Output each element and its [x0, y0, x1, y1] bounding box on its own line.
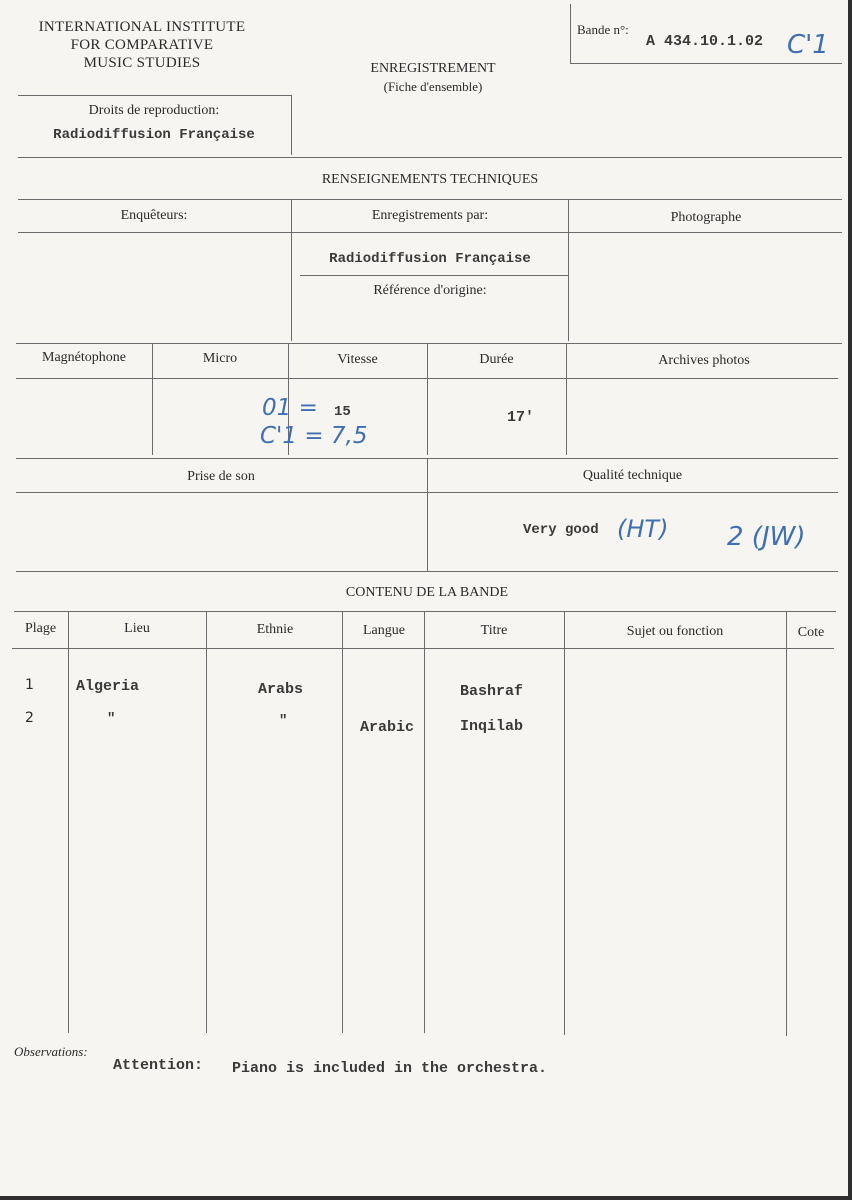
vitesse-value-1: 15: [334, 404, 351, 420]
enregistrements-value: Radiodiffusion Française: [329, 251, 531, 267]
institute-name: [16, 18, 268, 72]
institute-line-1: INTERNATIONAL INSTITUTE: [38, 19, 246, 35]
row-1-ethnie: Arabs: [258, 681, 304, 698]
col-plage: Plage: [25, 621, 57, 636]
qualite-hand-1: (HT): [617, 515, 669, 543]
row-2-ethnie: ": [279, 713, 288, 729]
institute-line-2: FOR COMPARATIVE: [70, 37, 214, 53]
magnetophone-label: Magnétophone: [42, 350, 126, 365]
photographe-label: Photographe: [670, 210, 742, 225]
institute-line-3: MUSIC STUDIES: [83, 55, 201, 71]
enregistrements-label: Enregistrements par:: [371, 208, 489, 223]
enregistrement-subtitle: (Fiche d'ensemble): [383, 79, 483, 94]
bande-handwritten: C'1: [787, 30, 829, 60]
row-1-plage: 1: [25, 677, 34, 693]
row-1-titre: Bashraf: [460, 683, 524, 700]
qualite-label: Qualité technique: [582, 468, 683, 483]
droits-label: Droits de reproduction:: [88, 103, 220, 118]
qualite-value: Very good: [523, 522, 599, 538]
reference-label: Référence d'origine:: [373, 283, 487, 298]
duree-label: Durée: [479, 352, 514, 367]
vitesse-label: Vitesse: [337, 352, 378, 367]
attention-label: Attention:: [113, 1057, 204, 1074]
enqueteurs-label: Enquêteurs:: [120, 208, 188, 223]
col-titre: Titre: [480, 623, 508, 638]
col-lieu: Lieu: [124, 621, 150, 636]
row-2-langue: Arabic: [360, 719, 415, 736]
prise-de-son-label: Prise de son: [187, 469, 255, 484]
duree-value: 17': [507, 409, 535, 426]
archives-label: Archives photos: [658, 353, 750, 368]
vitesse-hand-1: 01 =: [262, 395, 318, 421]
bande-number: A 434.10.1.02: [646, 33, 764, 50]
row-2-lieu: ": [107, 711, 116, 727]
droits-value: Radiodiffusion Française: [53, 127, 255, 143]
observations-label: Observations:: [14, 1044, 88, 1059]
row-2-plage: 2: [25, 710, 34, 726]
qualite-hand-2: 2 (JW): [727, 522, 806, 552]
vitesse-hand-2: C'1 = 7,5: [260, 423, 368, 449]
observations-text: Piano is included in the orchestra.: [232, 1060, 548, 1077]
enregistrement-title: ENREGISTREMENT: [370, 61, 496, 76]
row-2-titre: Inqilab: [460, 718, 524, 735]
col-sujet: Sujet ou fonction: [626, 624, 724, 639]
micro-label: Micro: [202, 351, 238, 366]
col-cote: Cote: [797, 625, 825, 640]
contenu-title: CONTENU DE LA BANDE: [345, 585, 509, 600]
row-1-lieu: Algeria: [76, 678, 140, 695]
renseignements-title: RENSEIGNEMENTS TECHNIQUES: [321, 172, 539, 187]
bande-label: Bande n°:: [577, 22, 629, 37]
col-ethnie: Ethnie: [256, 622, 294, 637]
col-langue: Langue: [363, 623, 405, 638]
